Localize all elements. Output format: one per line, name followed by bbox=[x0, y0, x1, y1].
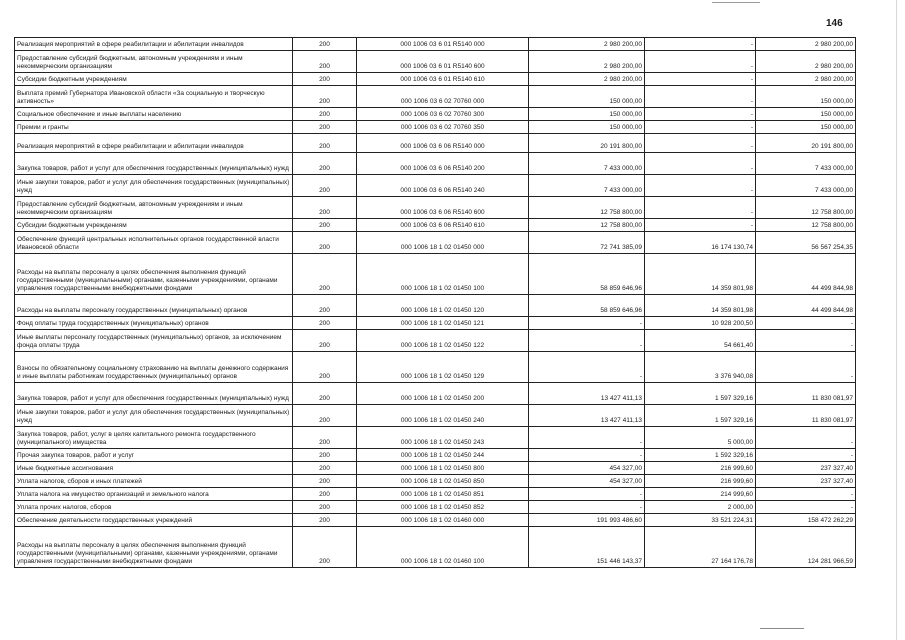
row-name-cell: Уплата налогов, сборов и иных платежей bbox=[15, 475, 293, 488]
scan-artifact-bottom bbox=[760, 628, 804, 629]
row-line-code-cell: 200 bbox=[293, 488, 357, 501]
row-classification-code-cell: 000 1006 18 1 02 01450 000 bbox=[357, 232, 529, 254]
row-classification-code-cell: 000 1006 18 1 02 01450 100 bbox=[357, 254, 529, 295]
row-approved-amount-cell: 13 427 411,13 bbox=[529, 405, 645, 427]
row-name-cell: Закупка товаров, работ и услуг для обеспечения государственных (муниципальных) нужд bbox=[15, 383, 293, 405]
row-classification-code-cell: 000 1006 03 6 06 R5140 240 bbox=[357, 175, 529, 197]
row-remaining-amount-cell: - bbox=[756, 427, 856, 449]
row-executed-amount-cell: 216 999,60 bbox=[645, 475, 756, 488]
row-remaining-amount-cell: - bbox=[756, 352, 856, 383]
row-approved-amount-cell: - bbox=[529, 352, 645, 383]
row-executed-amount-cell: - bbox=[645, 197, 756, 219]
row-line-code-cell: 200 bbox=[293, 219, 357, 232]
table-row bbox=[15, 462, 856, 475]
row-remaining-amount-cell: 2 980 200,00 bbox=[756, 51, 856, 73]
row-executed-amount-cell: 54 661,40 bbox=[645, 330, 756, 352]
row-classification-code-cell: 000 1006 03 6 01 R5140 000 bbox=[357, 38, 529, 51]
row-approved-amount-cell: 2 980 200,00 bbox=[529, 51, 645, 73]
row-classification-code-cell: 000 1006 18 1 02 01450 852 bbox=[357, 501, 529, 514]
row-executed-amount-cell: - bbox=[645, 175, 756, 197]
table-row bbox=[15, 86, 856, 108]
row-name-cell: Иные закупки товаров, работ и услуг для обеспечения государственных (муниципальных) нужд bbox=[15, 175, 293, 197]
row-remaining-amount-cell: 20 191 800,00 bbox=[756, 134, 856, 153]
row-line-code-cell: 200 bbox=[293, 121, 357, 134]
row-approved-amount-cell: 191 993 486,60 bbox=[529, 514, 645, 527]
row-line-code-cell: 200 bbox=[293, 175, 357, 197]
row-executed-amount-cell: 2 000,00 bbox=[645, 501, 756, 514]
row-remaining-amount-cell: 56 567 254,35 bbox=[756, 232, 856, 254]
row-line-code-cell: 200 bbox=[293, 462, 357, 475]
row-line-code-cell: 200 bbox=[293, 514, 357, 527]
row-approved-amount-cell: - bbox=[529, 330, 645, 352]
row-remaining-amount-cell: 11 830 081,97 bbox=[756, 383, 856, 405]
table-row bbox=[15, 488, 856, 501]
row-name-cell: Иные бюджетные ассигнования bbox=[15, 462, 293, 475]
row-classification-code-cell: 000 1006 03 6 02 70760 300 bbox=[357, 108, 529, 121]
row-approved-amount-cell: 150 000,00 bbox=[529, 108, 645, 121]
row-classification-code-cell: 000 1006 18 1 02 01450 851 bbox=[357, 488, 529, 501]
row-approved-amount-cell: 2 980 200,00 bbox=[529, 73, 645, 86]
row-line-code-cell: 200 bbox=[293, 317, 357, 330]
row-executed-amount-cell: 214 999,60 bbox=[645, 488, 756, 501]
row-remaining-amount-cell: 158 472 262,29 bbox=[756, 514, 856, 527]
table-row bbox=[15, 449, 856, 462]
row-executed-amount-cell: 5 000,00 bbox=[645, 427, 756, 449]
row-remaining-amount-cell: 237 327,40 bbox=[756, 475, 856, 488]
row-remaining-amount-cell: 150 000,00 bbox=[756, 121, 856, 134]
row-name-cell: Прочая закупка товаров, работ и услуг bbox=[15, 449, 293, 462]
table-row bbox=[15, 527, 856, 568]
row-name-cell: Реализация мероприятий в сфере реабилитации и абилитации инвалидов bbox=[15, 38, 293, 51]
row-line-code-cell: 200 bbox=[293, 501, 357, 514]
table-row bbox=[15, 475, 856, 488]
table-row bbox=[15, 330, 856, 352]
row-classification-code-cell: 000 1006 18 1 02 01450 121 bbox=[357, 317, 529, 330]
row-approved-amount-cell: 454 327,00 bbox=[529, 462, 645, 475]
row-remaining-amount-cell: 11 830 081,97 bbox=[756, 405, 856, 427]
table-row bbox=[15, 514, 856, 527]
row-line-code-cell: 200 bbox=[293, 51, 357, 73]
row-classification-code-cell: 000 1006 18 1 02 01450 122 bbox=[357, 330, 529, 352]
row-classification-code-cell: 000 1006 18 1 02 01450 244 bbox=[357, 449, 529, 462]
row-approved-amount-cell: 58 859 646,96 bbox=[529, 254, 645, 295]
budget-execution-table bbox=[14, 37, 856, 568]
row-executed-amount-cell: - bbox=[645, 86, 756, 108]
row-approved-amount-cell: 12 758 800,00 bbox=[529, 197, 645, 219]
row-line-code-cell: 200 bbox=[293, 475, 357, 488]
row-remaining-amount-cell: 12 758 800,00 bbox=[756, 197, 856, 219]
row-remaining-amount-cell: 12 758 800,00 bbox=[756, 219, 856, 232]
row-classification-code-cell: 000 1006 03 6 06 R5140 610 bbox=[357, 219, 529, 232]
row-name-cell: Субсидии бюджетным учреждениям bbox=[15, 73, 293, 86]
row-approved-amount-cell: - bbox=[529, 488, 645, 501]
row-executed-amount-cell: - bbox=[645, 134, 756, 153]
row-line-code-cell: 200 bbox=[293, 527, 357, 568]
row-classification-code-cell: 000 1006 18 1 02 01450 240 bbox=[357, 405, 529, 427]
row-name-cell: Субсидии бюджетным учреждениям bbox=[15, 219, 293, 232]
row-name-cell: Расходы на выплаты персоналу в целях обеспечения выполнения функций государственными (муниципальными) органами, казенными учреждениями, органами управления государственными внебюджетными фондами bbox=[15, 254, 293, 295]
row-approved-amount-cell: 7 433 000,00 bbox=[529, 175, 645, 197]
row-approved-amount-cell: 150 000,00 bbox=[529, 121, 645, 134]
row-executed-amount-cell: 1 597 329,16 bbox=[645, 405, 756, 427]
row-executed-amount-cell: 1 592 329,16 bbox=[645, 449, 756, 462]
table-row bbox=[15, 134, 856, 153]
row-line-code-cell: 200 bbox=[293, 153, 357, 175]
row-approved-amount-cell: 150 000,00 bbox=[529, 86, 645, 108]
row-approved-amount-cell: - bbox=[529, 449, 645, 462]
row-remaining-amount-cell: - bbox=[756, 488, 856, 501]
row-executed-amount-cell: 16 174 130,74 bbox=[645, 232, 756, 254]
row-executed-amount-cell: 14 359 801,98 bbox=[645, 254, 756, 295]
row-classification-code-cell: 000 1006 18 1 02 01450 243 bbox=[357, 427, 529, 449]
row-remaining-amount-cell: 44 499 844,98 bbox=[756, 295, 856, 317]
row-line-code-cell: 200 bbox=[293, 108, 357, 121]
row-executed-amount-cell: - bbox=[645, 51, 756, 73]
table-row bbox=[15, 51, 856, 73]
row-executed-amount-cell: 1 597 329,16 bbox=[645, 383, 756, 405]
row-remaining-amount-cell: 2 980 200,00 bbox=[756, 38, 856, 51]
row-remaining-amount-cell: - bbox=[756, 501, 856, 514]
row-name-cell: Взносы по обязательному социальному страхованию на выплаты денежного содержания и иные выплаты работникам государственных (муниципальных) органов bbox=[15, 352, 293, 383]
row-name-cell: Уплата налога на имущество организаций и земельного налога bbox=[15, 488, 293, 501]
row-executed-amount-cell: 14 359 801,98 bbox=[645, 295, 756, 317]
page-number: 146 bbox=[826, 18, 843, 29]
row-executed-amount-cell: - bbox=[645, 121, 756, 134]
row-approved-amount-cell: 12 758 800,00 bbox=[529, 219, 645, 232]
table-row bbox=[15, 73, 856, 86]
row-name-cell: Реализация мероприятий в сфере реабилитации и абилитации инвалидов bbox=[15, 134, 293, 153]
row-classification-code-cell: 000 1006 18 1 02 01450 129 bbox=[357, 352, 529, 383]
row-line-code-cell: 200 bbox=[293, 383, 357, 405]
row-classification-code-cell: 000 1006 03 6 06 R5140 000 bbox=[357, 134, 529, 153]
row-executed-amount-cell: 3 376 940,08 bbox=[645, 352, 756, 383]
row-executed-amount-cell: 33 521 224,31 bbox=[645, 514, 756, 527]
row-classification-code-cell: 000 1006 03 6 01 R5140 600 bbox=[357, 51, 529, 73]
table-row bbox=[15, 108, 856, 121]
row-line-code-cell: 200 bbox=[293, 254, 357, 295]
row-name-cell: Закупка товаров, работ и услуг для обеспечения государственных (муниципальных) нужд bbox=[15, 153, 293, 175]
row-executed-amount-cell: - bbox=[645, 219, 756, 232]
row-name-cell: Обеспечение функций центральных исполнительных органов государственной власти Ивановской области bbox=[15, 232, 293, 254]
row-classification-code-cell: 000 1006 03 6 01 R5140 610 bbox=[357, 73, 529, 86]
row-classification-code-cell: 000 1006 18 1 02 01460 000 bbox=[357, 514, 529, 527]
table-row bbox=[15, 405, 856, 427]
row-classification-code-cell: 000 1006 18 1 02 01460 100 bbox=[357, 527, 529, 568]
table-row bbox=[15, 232, 856, 254]
row-remaining-amount-cell: 7 433 000,00 bbox=[756, 175, 856, 197]
row-remaining-amount-cell: 150 000,00 bbox=[756, 86, 856, 108]
row-line-code-cell: 200 bbox=[293, 427, 357, 449]
row-approved-amount-cell: 151 446 143,37 bbox=[529, 527, 645, 568]
row-approved-amount-cell: 72 741 385,09 bbox=[529, 232, 645, 254]
row-approved-amount-cell: 2 980 200,00 bbox=[529, 38, 645, 51]
row-remaining-amount-cell: 124 281 966,59 bbox=[756, 527, 856, 568]
row-remaining-amount-cell: 237 327,40 bbox=[756, 462, 856, 475]
row-line-code-cell: 200 bbox=[293, 405, 357, 427]
row-remaining-amount-cell: 7 433 000,00 bbox=[756, 153, 856, 175]
row-executed-amount-cell: - bbox=[645, 108, 756, 121]
row-classification-code-cell: 000 1006 18 1 02 01450 120 bbox=[357, 295, 529, 317]
row-classification-code-cell: 000 1006 03 6 06 R5140 600 bbox=[357, 197, 529, 219]
row-remaining-amount-cell: 2 980 200,00 bbox=[756, 73, 856, 86]
row-approved-amount-cell: 13 427 411,13 bbox=[529, 383, 645, 405]
table-row bbox=[15, 383, 856, 405]
row-name-cell: Выплата премий Губернатора Ивановской области «За социальную и творческую активность» bbox=[15, 86, 293, 108]
table-row bbox=[15, 295, 856, 317]
row-line-code-cell: 200 bbox=[293, 38, 357, 51]
row-name-cell: Обеспечение деятельности государственных учреждений bbox=[15, 514, 293, 527]
row-line-code-cell: 200 bbox=[293, 134, 357, 153]
row-name-cell: Предоставление субсидий бюджетным, автономным учреждениям и иным некоммерческим организациям bbox=[15, 197, 293, 219]
row-classification-code-cell: 000 1006 03 6 06 R5140 200 bbox=[357, 153, 529, 175]
row-remaining-amount-cell: - bbox=[756, 317, 856, 330]
row-executed-amount-cell: - bbox=[645, 73, 756, 86]
row-approved-amount-cell: - bbox=[529, 317, 645, 330]
row-remaining-amount-cell: - bbox=[756, 449, 856, 462]
row-line-code-cell: 200 bbox=[293, 73, 357, 86]
table-row bbox=[15, 501, 856, 514]
table-row bbox=[15, 175, 856, 197]
row-line-code-cell: 200 bbox=[293, 330, 357, 352]
row-line-code-cell: 200 bbox=[293, 352, 357, 383]
row-executed-amount-cell: 10 928 200,50 bbox=[645, 317, 756, 330]
row-line-code-cell: 200 bbox=[293, 232, 357, 254]
row-name-cell: Фонд оплаты труда государственных (муниципальных) органов bbox=[15, 317, 293, 330]
table-row bbox=[15, 427, 856, 449]
row-classification-code-cell: 000 1006 18 1 02 01450 850 bbox=[357, 475, 529, 488]
row-classification-code-cell: 000 1006 18 1 02 01450 800 bbox=[357, 462, 529, 475]
scan-artifact-top bbox=[712, 2, 760, 3]
row-name-cell: Премии и гранты bbox=[15, 121, 293, 134]
row-line-code-cell: 200 bbox=[293, 295, 357, 317]
row-name-cell: Иные выплаты персоналу государственных (муниципальных) органов, за исключением фонда оплаты труда bbox=[15, 330, 293, 352]
row-remaining-amount-cell: 150 000,00 bbox=[756, 108, 856, 121]
table-row bbox=[15, 121, 856, 134]
table-row bbox=[15, 219, 856, 232]
table-row bbox=[15, 254, 856, 295]
table-row bbox=[15, 352, 856, 383]
row-remaining-amount-cell: 44 499 844,98 bbox=[756, 254, 856, 295]
row-name-cell: Уплата прочих налогов, сборов bbox=[15, 501, 293, 514]
row-name-cell: Расходы на выплаты персоналу в целях обеспечения выполнения функций государственными (муниципальными) органами, казенными учреждениями, органами управления государственными внебюджетными фондами bbox=[15, 527, 293, 568]
row-approved-amount-cell: 7 433 000,00 bbox=[529, 153, 645, 175]
row-name-cell: Социальное обеспечение и иные выплаты населению bbox=[15, 108, 293, 121]
row-executed-amount-cell: - bbox=[645, 38, 756, 51]
row-name-cell: Предоставление субсидий бюджетным, автономным учреждениям и иным некоммерческим организациям bbox=[15, 51, 293, 73]
row-executed-amount-cell: 27 164 176,78 bbox=[645, 527, 756, 568]
row-name-cell: Расходы на выплаты персоналу государственных (муниципальных) органов bbox=[15, 295, 293, 317]
table-row bbox=[15, 153, 856, 175]
row-approved-amount-cell: 454 327,00 bbox=[529, 475, 645, 488]
row-name-cell: Иные закупки товаров, работ и услуг для обеспечения государственных (муниципальных) нужд bbox=[15, 405, 293, 427]
table-row bbox=[15, 38, 856, 51]
row-line-code-cell: 200 bbox=[293, 449, 357, 462]
row-approved-amount-cell: 58 859 646,96 bbox=[529, 295, 645, 317]
row-approved-amount-cell: - bbox=[529, 501, 645, 514]
row-classification-code-cell: 000 1006 03 6 02 70760 000 bbox=[357, 86, 529, 108]
row-approved-amount-cell: 20 191 800,00 bbox=[529, 134, 645, 153]
row-classification-code-cell: 000 1006 03 6 02 70760 350 bbox=[357, 121, 529, 134]
row-name-cell: Закупка товаров, работ, услуг в целях капитального ремонта государственного (муниципального) имущества bbox=[15, 427, 293, 449]
scan-edge-line bbox=[896, 0, 897, 640]
row-line-code-cell: 200 bbox=[293, 197, 357, 219]
row-executed-amount-cell: 216 999,60 bbox=[645, 462, 756, 475]
row-line-code-cell: 200 bbox=[293, 86, 357, 108]
table-row bbox=[15, 317, 856, 330]
row-approved-amount-cell: - bbox=[529, 427, 645, 449]
row-executed-amount-cell: - bbox=[645, 153, 756, 175]
row-remaining-amount-cell: - bbox=[756, 330, 856, 352]
row-classification-code-cell: 000 1006 18 1 02 01450 200 bbox=[357, 383, 529, 405]
table-row bbox=[15, 197, 856, 219]
